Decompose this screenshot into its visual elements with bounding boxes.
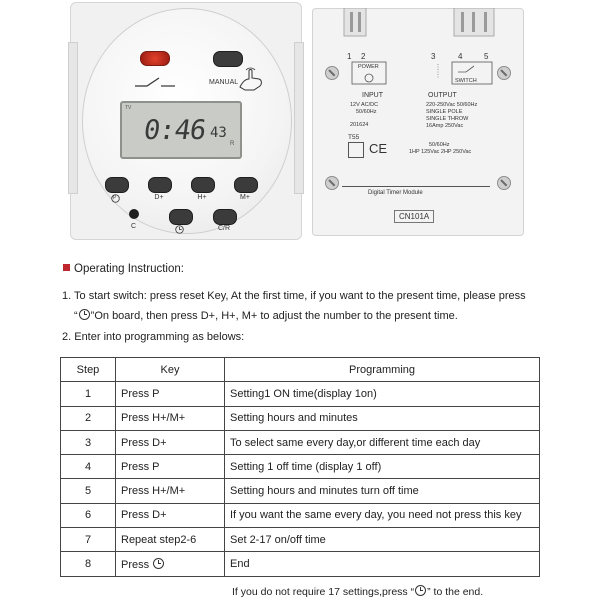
table-row [61,455,540,479]
mount-tab-left [68,42,78,194]
m-plus-label: M+ [240,194,250,201]
cell-step: 8 [61,552,116,576]
header-programming: Programming [225,358,540,382]
manual-button[interactable] [213,51,243,67]
switch-symbol-icon [135,76,175,88]
terminal-pins [332,8,507,38]
table-row [61,479,540,503]
cell-step: 1 [61,382,116,406]
table-row [61,382,540,406]
cr-button[interactable] [213,209,237,225]
screw-top-right [497,66,511,80]
output-title: OUTPUT [428,92,457,99]
footer-note [232,585,483,598]
h-plus-button[interactable] [191,177,215,193]
output-line: SINGLE POLE [426,109,463,115]
cell-programming: Set 2-17 on/off time [225,528,540,552]
reset-label: C [131,223,137,230]
timer-front-device [70,2,300,240]
output-line: 1HP 125Vac 2HP 250Vac [409,149,472,155]
mount-tab-right [294,42,304,194]
lcd-marker: R [230,141,235,147]
status-led [140,51,170,66]
lcd-time: 0:46 [141,115,208,146]
terminal-4: 4 [458,52,463,61]
clock-icon [79,309,90,320]
cell-programming: Setting hours and minutes turn off time [225,479,540,503]
instructions-heading: Operating Instruction: [74,263,184,275]
clock-icon [175,225,184,234]
clock-icon [415,585,426,596]
cell-step: 3 [61,430,116,454]
timer-back-module [312,8,524,236]
table-row [61,503,540,527]
footer-note-before: If you do not require 17 settings,press “ [232,586,415,598]
terminal-5: 5 [484,52,489,61]
input-specs [350,102,378,129]
output-line: SINGLE THROW [426,116,469,122]
step1-quote-open: “ [74,310,78,322]
table-row [61,430,540,454]
cell-key: Press D+ [116,430,225,454]
cell-programming: End [225,552,540,576]
cell-key: Press P [116,382,225,406]
cell-key [116,552,225,576]
cell-programming: If you want the same every day, you need not press this key [225,503,540,527]
clock-button[interactable] [169,209,193,225]
step1-line1: 1. To start switch: press reset Key, At the first time, if you want to the present time, please press [62,290,526,302]
lcd-display [120,101,242,159]
screw-bottom-left [325,176,339,190]
cr-label: C/R [217,225,231,232]
heading-bullet [63,264,70,271]
manual-label: MANUAL [209,79,239,86]
cell-step: 2 [61,406,116,430]
step1-line2-text: ”On board, then press D+, H+, M+ to adjust the number to the present time. [90,310,458,322]
cell-programming: Setting1 ON time(display 1on) [225,382,540,406]
hand-press-icon [237,67,265,91]
programming-table [60,357,540,577]
header-key: Key [116,358,225,382]
cell-step: 4 [61,455,116,479]
table-row [61,406,540,430]
cell-step: 7 [61,528,116,552]
clock-icon [153,558,164,569]
step2-text: 2. Enter into programming as belows: [62,331,245,343]
header-step: Step [61,358,116,382]
screw-top-left [325,66,339,80]
m-plus-button[interactable] [234,177,258,193]
cell-key: Press D+ [116,503,225,527]
input-line: 12V AC/DC [350,102,379,108]
module-divider [342,186,490,187]
output-line: 16Amp 250Vac [426,123,464,129]
lcd-indicator: TV [125,105,132,111]
p-button-label: P [113,195,117,201]
model-number: CN101A [394,210,434,223]
cell-programming: Setting hours and minutes [225,406,540,430]
back-plate [312,8,524,236]
table-header-row [61,358,540,382]
d-plus-label: D+ [154,194,164,201]
reset-button[interactable] [129,209,139,219]
output-line: 220-250Vac 50/60Hz [426,102,478,108]
cell-key: Repeat step2-6 [116,528,225,552]
output-specs-extra [409,142,471,156]
output-specs [426,102,477,130]
lcd-seconds: 43 [210,125,227,141]
screw-bottom-right [497,176,511,190]
p-button[interactable] [105,177,129,193]
d-plus-button[interactable] [148,177,172,193]
ce-mark: CE [369,141,388,156]
cert-box [348,142,364,158]
cell-key: Press H+/M+ [116,479,225,503]
cert-t55: T55 [348,134,360,141]
cell-programming: Setting 1 off time (display 1 off) [225,455,540,479]
terminal-1: 1 [347,52,352,61]
table-row [61,552,540,576]
cell-key-text: Press [121,558,150,571]
input-line: 201624 [350,122,369,128]
cell-key: Press P [116,455,225,479]
cell-step: 5 [61,479,116,503]
terminal-2: 2 [361,52,366,61]
cell-key: Press H+/M+ [116,406,225,430]
switch-label: SWITCH [455,78,477,84]
step1-line2 [74,309,458,322]
terminal-3: 3 [431,52,436,61]
cell-programming: To select same every day,or different time each day [225,430,540,454]
output-line: 50/60Hz [429,142,450,148]
module-name: Digital Timer Module [368,190,423,196]
table-row [61,528,540,552]
power-label: POWER [358,64,379,70]
input-line: 50/60Hz [356,109,377,115]
input-title: INPUT [362,92,383,99]
timer-face [82,8,292,234]
footer-note-after: ” to the end. [427,586,484,598]
h-plus-label: H+ [197,194,207,201]
cell-step: 6 [61,503,116,527]
